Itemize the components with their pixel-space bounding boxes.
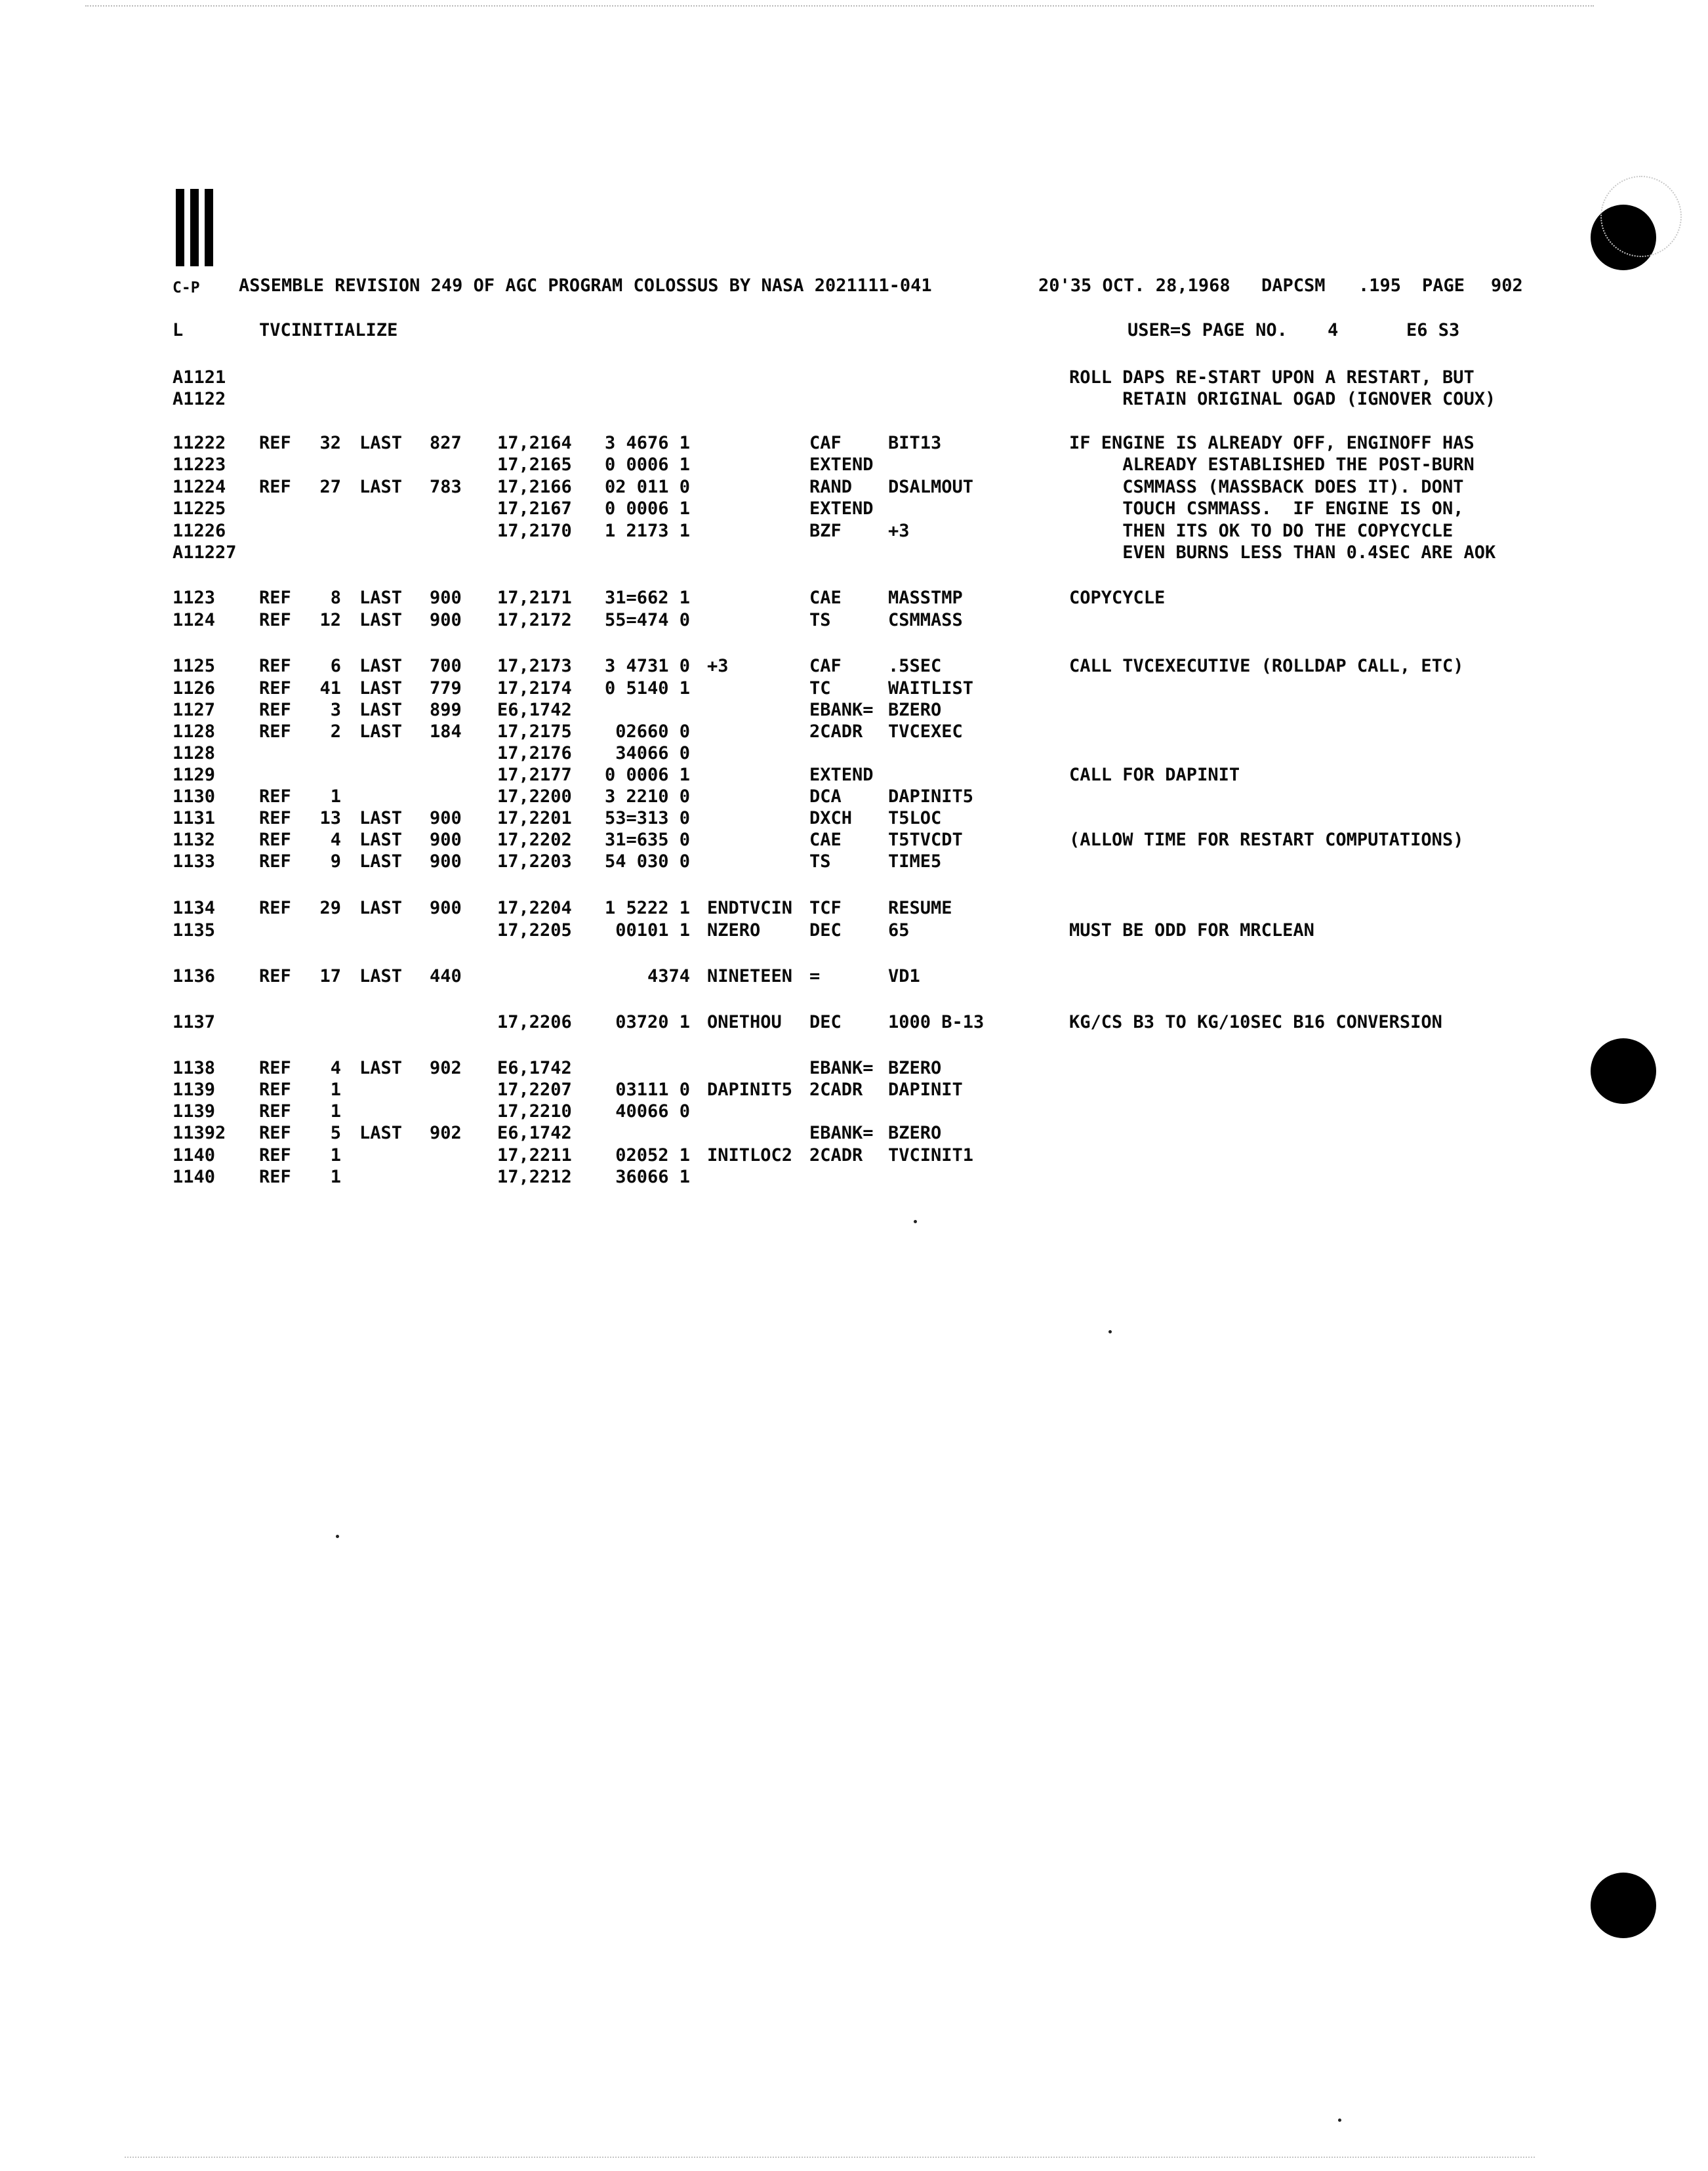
binder-punch-hole-bottom [1591,1873,1656,1938]
row-operand: CSMMASS [888,610,963,630]
row-last: LAST [359,700,403,720]
row-label: ONETHOU [707,1012,782,1032]
row-operand: .5SEC [888,656,942,676]
row-addr: 17,2200 [497,786,572,807]
separator-bars-mark [176,189,216,266]
row-lastn: 902 [430,1123,462,1143]
row-label: NZERO [707,920,761,941]
row-operand: 65 [888,920,910,941]
row-word: 55=474 0 [604,610,690,630]
row-comment: CSMMASS (MASSBACK DOES IT). DONT [1069,477,1464,497]
row-line: 1138 [173,1058,216,1078]
row-refn: 17 [319,966,341,986]
binder-punch-hole-middle [1591,1038,1656,1104]
header-page-number: 902 [1491,275,1523,296]
row-word: 0 0006 1 [604,455,690,475]
row-refn: 4 [330,1058,341,1078]
row-operand: BZERO [888,1123,942,1143]
row-last: LAST [359,830,403,850]
row-op: DEC [809,1012,842,1032]
row-line: 1134 [173,898,216,918]
row-operand: WAITLIST [888,678,974,699]
row-op: DEC [809,920,842,941]
row-op: DCA [809,786,842,807]
row-op: 2CADR [809,1145,863,1166]
row-op: TC [809,678,831,699]
page-bottom-edge [125,2157,1535,2158]
row-line: A1121 [173,367,226,388]
row-line: 1123 [173,588,216,608]
row-comment: CALL FOR DAPINIT [1069,765,1240,785]
row-ref: REF [259,786,291,807]
row-operand: DAPINIT [888,1080,963,1100]
row-word: 34066 0 [615,743,690,763]
row-op: EBANK= [809,1123,874,1143]
row-word: 53=313 0 [604,808,690,828]
print-speck [1338,2119,1341,2122]
header-page-prefix: .195 [1358,275,1402,296]
row-ref: REF [259,700,291,720]
row-line: 11224 [173,477,226,497]
row-refn: 2 [330,721,341,742]
row-refn: 27 [319,477,341,497]
row-last: LAST [359,678,403,699]
row-word: 02052 1 [615,1145,690,1166]
row-line: 1129 [173,765,216,785]
row-line: 1137 [173,1012,216,1032]
row-lastn: 440 [430,966,462,986]
row-addr: 17,2177 [497,765,572,785]
header-cm: C-P [173,279,200,296]
row-word: 0 0006 1 [604,498,690,519]
row-op: TS [809,851,831,872]
row-operand: TVCINIT1 [888,1145,974,1166]
row-refn: 9 [330,851,341,872]
row-line: 1140 [173,1167,216,1187]
row-op: RAND [809,477,853,497]
row-label: DAPINIT5 [707,1080,793,1100]
row-op: TS [809,610,831,630]
row-label: ENDTVCIN [707,898,793,918]
row-ref: REF [259,1167,291,1187]
row-addr: 17,2212 [497,1167,572,1187]
row-line: 1131 [173,808,216,828]
row-comment: RETAIN ORIGINAL OGAD (IGNOVER COUX) [1069,389,1496,409]
row-comment: ALREADY ESTABLISHED THE POST-BURN [1069,455,1474,475]
row-op: CAF [809,433,842,453]
row-comment: ROLL DAPS RE-START UPON A RESTART, BUT [1069,367,1474,388]
row-comment: MUST BE ODD FOR MRCLEAN [1069,920,1314,941]
row-operand: TVCEXEC [888,721,963,742]
row-lastn: 900 [430,851,462,872]
row-lastn: 700 [430,656,462,676]
row-last: LAST [359,898,403,918]
row-ref: REF [259,851,291,872]
row-refn: 4 [330,830,341,850]
row-addr: 17,2173 [497,656,572,676]
row-last: LAST [359,966,403,986]
row-last: LAST [359,808,403,828]
row-operand: MASSTMP [888,588,963,608]
row-lastn: 827 [430,433,462,453]
row-ref: REF [259,477,291,497]
row-line: 11226 [173,521,226,541]
row-comment: THEN ITS OK TO DO THE COPYCYCLE [1069,521,1454,541]
row-operand: TIME5 [888,851,942,872]
row-operand: +3 [888,521,910,541]
row-addr: 17,2211 [497,1145,572,1166]
row-word: 36066 1 [615,1167,690,1187]
row-line: 11222 [173,433,226,453]
row-line: 1130 [173,786,216,807]
row-operand: DAPINIT5 [888,786,974,807]
row-ref: REF [259,898,291,918]
row-label: +3 [707,656,729,676]
row-line: 1133 [173,851,216,872]
row-line: A1122 [173,389,226,409]
row-line: 1135 [173,920,216,941]
row-lastn: 184 [430,721,462,742]
row-last: LAST [359,1123,403,1143]
section-title: TVCINITIALIZE [259,320,398,340]
row-operand: RESUME [888,898,952,918]
row-line: 1140 [173,1145,216,1166]
row-refn: 3 [330,700,341,720]
row-ref: REF [259,1058,291,1078]
row-label: INITLOC2 [707,1145,793,1166]
row-op: EXTEND [809,455,874,475]
row-word: 4374 [647,966,690,986]
row-addr: 17,2206 [497,1012,572,1032]
row-addr: 17,2171 [497,588,572,608]
row-addr: 17,2207 [497,1080,572,1100]
row-line: 1136 [173,966,216,986]
row-lastn: 900 [430,898,462,918]
row-operand: VD1 [888,966,920,986]
row-word: 03111 0 [615,1080,690,1100]
row-line: 1128 [173,721,216,742]
header-datetime: 20'35 OCT. 28,1968 [1038,275,1230,296]
row-last: LAST [359,1058,403,1078]
row-op: CAE [809,588,842,608]
row-refn: 1 [330,1101,341,1122]
row-word: 03720 1 [615,1012,690,1032]
row-line: 1128 [173,743,216,763]
row-last: LAST [359,656,403,676]
row-comment: IF ENGINE IS ALREADY OFF, ENGINOFF HAS [1069,433,1474,453]
row-op: BZF [809,521,842,541]
row-refn: 6 [330,656,341,676]
row-ref: REF [259,1080,291,1100]
row-addr: 17,2201 [497,808,572,828]
row-refn: 1 [330,1080,341,1100]
row-line: 1126 [173,678,216,699]
row-op: EBANK= [809,1058,874,1078]
row-refn: 13 [319,808,341,828]
user-page-label: USER=S PAGE NO. [1128,320,1288,340]
row-op: EXTEND [809,498,874,519]
row-operand: BZERO [888,700,942,720]
row-word: 02660 0 [615,721,690,742]
header-program: DAPCSM [1261,275,1326,296]
row-refn: 1 [330,1167,341,1187]
bank-reference: E6 S3 [1406,320,1460,340]
row-last: LAST [359,610,403,630]
row-line: 11225 [173,498,226,519]
row-word: 31=662 1 [604,588,690,608]
row-last: LAST [359,588,403,608]
row-refn: 1 [330,1145,341,1166]
row-addr: 17,2175 [497,721,572,742]
row-ref: REF [259,588,291,608]
row-addr: 17,2176 [497,743,572,763]
row-last: LAST [359,721,403,742]
row-comment: CALL TVCEXECUTIVE (ROLLDAP CALL, ETC) [1069,656,1464,676]
row-comment: EVEN BURNS LESS THAN 0.4SEC ARE AOK [1069,542,1496,563]
row-line: 1124 [173,610,216,630]
row-addr: 17,2205 [497,920,572,941]
row-ref: REF [259,830,291,850]
row-ref: REF [259,433,291,453]
row-refn: 12 [319,610,341,630]
row-word: 3 2210 0 [604,786,690,807]
row-word: 3 4676 1 [604,433,690,453]
row-refn: 32 [319,433,341,453]
row-refn: 41 [319,678,341,699]
row-op: CAF [809,656,842,676]
row-addr: 17,2172 [497,610,572,630]
row-last: LAST [359,433,403,453]
row-operand: T5TVCDT [888,830,963,850]
row-line: 1139 [173,1080,216,1100]
row-word: 31=635 0 [604,830,690,850]
row-addr: 17,2164 [497,433,572,453]
row-addr: 17,2170 [497,521,572,541]
row-ref: REF [259,656,291,676]
row-line: 1139 [173,1101,216,1122]
row-word: 0 0006 1 [604,765,690,785]
row-comment: KG/CS B3 TO KG/10SEC B16 CONVERSION [1069,1012,1442,1032]
row-word: 0 5140 1 [604,678,690,699]
row-word: 54 030 0 [604,851,690,872]
row-ref: REF [259,721,291,742]
row-refn: 8 [330,588,341,608]
row-op: DXCH [809,808,853,828]
print-speck [1108,1330,1112,1333]
row-line: 1132 [173,830,216,850]
row-ref: REF [259,1101,291,1122]
row-op: CAE [809,830,842,850]
row-line: 1127 [173,700,216,720]
row-ref: REF [259,1145,291,1166]
subheader-type: L [173,320,184,340]
page-top-edge [85,5,1594,7]
row-addr: 17,2203 [497,851,572,872]
row-ref: REF [259,678,291,699]
print-speck [336,1535,339,1538]
row-lastn: 900 [430,610,462,630]
row-word: 1 5222 1 [604,898,690,918]
row-lastn: 900 [430,830,462,850]
row-addr: 17,2174 [497,678,572,699]
row-line: 11223 [173,455,226,475]
row-comment: TOUCH CSMMASS. IF ENGINE IS ON, [1069,498,1464,519]
row-word: 40066 0 [615,1101,690,1122]
row-addr: 17,2210 [497,1101,572,1122]
row-lastn: 779 [430,678,462,699]
row-op: 2CADR [809,1080,863,1100]
row-op: TCF [809,898,842,918]
row-ref: REF [259,966,291,986]
row-refn: 5 [330,1123,341,1143]
row-operand: BIT13 [888,433,942,453]
header-assemble-line: ASSEMBLE REVISION 249 OF AGC PROGRAM COLOSSUS BY NASA 2021111-041 [239,275,932,296]
row-lastn: 899 [430,700,462,720]
row-lastn: 902 [430,1058,462,1078]
row-label: NINETEEN [707,966,793,986]
row-op: 2CADR [809,721,863,742]
row-comment: COPYCYCLE [1069,588,1166,608]
row-addr: E6,1742 [497,1123,572,1143]
user-page-number: 4 [1328,320,1339,340]
row-word: 1 2173 1 [604,521,690,541]
row-addr: 17,2166 [497,477,572,497]
header-page-label: PAGE [1422,275,1465,296]
row-addr: 17,2165 [497,455,572,475]
row-op: = [809,966,821,986]
print-speck [914,1220,917,1223]
row-op: EBANK= [809,700,874,720]
row-line: 11392 [173,1123,226,1143]
row-refn: 29 [319,898,341,918]
row-word: 3 4731 0 [604,656,690,676]
row-addr: 17,2167 [497,498,572,519]
row-addr: 17,2204 [497,898,572,918]
row-line: A11227 [173,542,237,563]
row-operand: T5LOC [888,808,942,828]
row-word: 00101 1 [615,920,690,941]
row-line: 1125 [173,656,216,676]
row-ref: REF [259,808,291,828]
row-ref: REF [259,610,291,630]
row-op: EXTEND [809,765,874,785]
row-comment: (ALLOW TIME FOR RESTART COMPUTATIONS) [1069,830,1464,850]
row-operand: DSALMOUT [888,477,974,497]
row-last: LAST [359,851,403,872]
row-lastn: 900 [430,588,462,608]
row-addr: E6,1742 [497,700,572,720]
row-last: LAST [359,477,403,497]
binder-hole-outline [1600,176,1682,257]
row-ref: REF [259,1123,291,1143]
row-refn: 1 [330,786,341,807]
row-operand: BZERO [888,1058,942,1078]
row-addr: E6,1742 [497,1058,572,1078]
row-addr: 17,2202 [497,830,572,850]
row-word: 02 011 0 [604,477,690,497]
row-operand: 1000 B-13 [888,1012,985,1032]
row-lastn: 783 [430,477,462,497]
row-lastn: 900 [430,808,462,828]
